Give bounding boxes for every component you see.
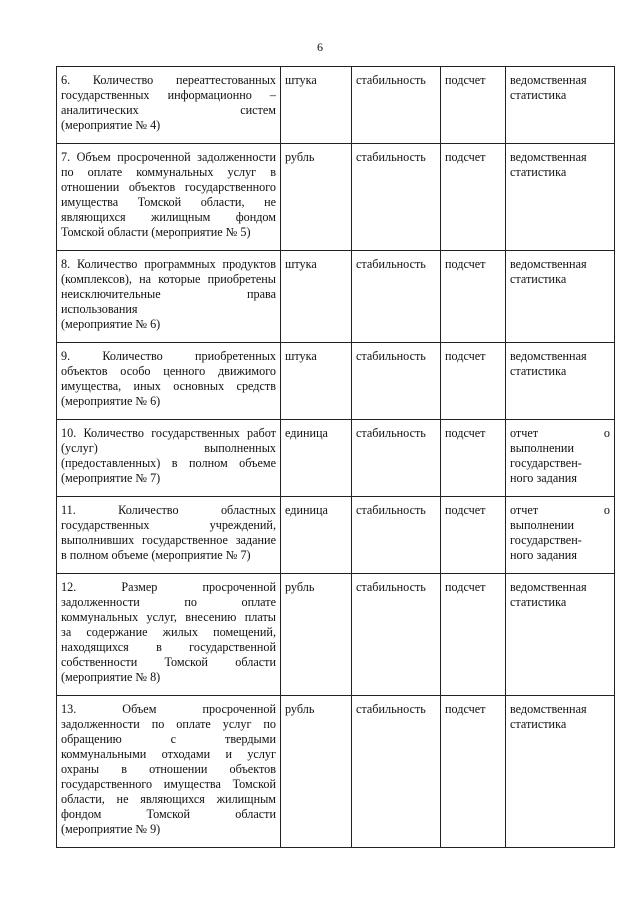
indicator-name-line: коммунальных услуг, внесению платы xyxy=(61,610,276,624)
indicator-name-line: (мероприятие № 6) xyxy=(61,317,161,331)
indicator-name-cell xyxy=(57,420,281,497)
indicator-name-line: (услуг) выполненных xyxy=(61,441,276,455)
method-cell: подсчет xyxy=(441,696,506,848)
indicator-name-cell xyxy=(57,343,281,420)
unit-cell: штука xyxy=(281,251,352,343)
trend-cell: стабильность xyxy=(352,144,441,251)
data-source-line: ведомственная xyxy=(510,702,587,716)
data-source-cell xyxy=(506,67,615,144)
data-source-line: выполнении xyxy=(510,518,574,532)
indicator-name-line: 8. Количество программных продуктов xyxy=(61,257,276,271)
data-source-line: ведомственная xyxy=(510,349,587,363)
indicator-name-line: коммунальными отходами и услуг xyxy=(61,747,276,761)
indicator-name-line: обращению с твердыми xyxy=(61,732,276,746)
method-cell: подсчет xyxy=(441,574,506,696)
indicator-name-line: находящихся в государственной xyxy=(61,640,276,654)
indicator-name-line: за содержание жилых помещений, xyxy=(61,625,276,639)
data-source-cell xyxy=(506,343,615,420)
method-cell: подсчет xyxy=(441,343,506,420)
unit-cell: штука xyxy=(281,67,352,144)
unit-cell: рубль xyxy=(281,696,352,848)
indicator-name-line: (предоставленных) в полном объеме xyxy=(61,456,276,470)
table-row xyxy=(57,574,615,696)
data-source-line: ведомственная xyxy=(510,257,587,271)
indicator-name-line: 13. Объем просроченной xyxy=(61,702,276,716)
indicator-name-line: объектов особо ценного движимого xyxy=(61,364,276,378)
indicators-table xyxy=(56,66,615,848)
data-source-line: статистика xyxy=(510,717,567,731)
indicator-name-line: государственных информационно – xyxy=(61,88,276,102)
data-source-line: ведомственная xyxy=(510,150,587,164)
data-source-line: выполнении xyxy=(510,441,574,455)
table-row xyxy=(57,497,615,574)
indicator-name-line: (комплексов), на которые приобретены xyxy=(61,272,276,286)
data-source-cell xyxy=(506,696,615,848)
data-source-line: ведомственная xyxy=(510,580,587,594)
table-row xyxy=(57,144,615,251)
indicator-name-line: (мероприятие № 8) xyxy=(61,670,161,684)
data-source-line: государствен- xyxy=(510,533,582,547)
data-source-line: ного задания xyxy=(510,548,577,562)
trend-cell: стабильность xyxy=(352,696,441,848)
indicator-name-line: неисключительные права xyxy=(61,287,276,301)
indicator-name-line: (мероприятие № 9) xyxy=(61,822,161,836)
trend-cell: стабильность xyxy=(352,67,441,144)
trend-cell: стабильность xyxy=(352,497,441,574)
table-row xyxy=(57,420,615,497)
trend-cell: стабильность xyxy=(352,251,441,343)
indicator-name-line: являющихся жилищным фондом xyxy=(61,210,276,224)
table-row xyxy=(57,67,615,144)
indicator-name-line: использования xyxy=(61,302,138,316)
indicator-name-line: (мероприятие № 6) xyxy=(61,394,161,408)
data-source-line: государствен- xyxy=(510,456,582,470)
indicators-table-body xyxy=(57,67,615,848)
trend-cell: стабильность xyxy=(352,420,441,497)
table-row xyxy=(57,251,615,343)
indicator-name-line: 12. Размер просроченной xyxy=(61,580,276,594)
indicator-name-line: по оплате коммунальных услуг в xyxy=(61,165,276,179)
indicator-name-line: (мероприятие № 7) xyxy=(61,471,161,485)
indicator-name-cell xyxy=(57,144,281,251)
indicator-name-cell xyxy=(57,67,281,144)
data-source-cell xyxy=(506,420,615,497)
data-source-line: отчет о xyxy=(510,503,610,517)
data-source-line: отчет о xyxy=(510,426,610,440)
indicator-name-line: 10. Количество государственных работ xyxy=(61,426,276,440)
method-cell: подсчет xyxy=(441,420,506,497)
indicator-name-line: государственных учреждений, xyxy=(61,518,276,532)
indicator-name-line: 7. Объем просроченной задолженности xyxy=(61,150,276,164)
data-source-line: статистика xyxy=(510,364,567,378)
method-cell: подсчет xyxy=(441,251,506,343)
indicator-name-line: задолженности по оплате xyxy=(61,595,276,609)
indicator-name-cell xyxy=(57,574,281,696)
indicator-name-line: собственности Томской области xyxy=(61,655,276,669)
indicator-name-line: фондом Томской области xyxy=(61,807,276,821)
data-source-cell xyxy=(506,574,615,696)
data-source-line: ведомственная xyxy=(510,73,587,87)
unit-cell: единица xyxy=(281,420,352,497)
data-source-line: статистика xyxy=(510,165,567,179)
trend-cell: стабильность xyxy=(352,574,441,696)
unit-cell: единица xyxy=(281,497,352,574)
indicator-name-line: имущества, иных основных средств xyxy=(61,379,276,393)
table-row xyxy=(57,696,615,848)
indicator-name-line: (мероприятие № 4) xyxy=(61,118,161,132)
indicator-name-line: государственного имущества Томской xyxy=(61,777,276,791)
data-source-line: статистика xyxy=(510,88,567,102)
indicator-name-line: 11. Количество областных xyxy=(61,503,276,517)
unit-cell: рубль xyxy=(281,144,352,251)
indicator-name-cell xyxy=(57,497,281,574)
indicator-name-line: выполнивших государственное задание xyxy=(61,533,276,547)
page-number: 6 xyxy=(317,40,323,54)
indicator-name-line: задолженности по оплате услуг по xyxy=(61,717,276,731)
method-cell: подсчет xyxy=(441,144,506,251)
indicator-name-line: Томской области (мероприятие № 5) xyxy=(61,225,251,239)
indicator-name-line: в полном объеме (мероприятие № 7) xyxy=(61,548,251,562)
indicator-name-line: области, не являющихся жилищным xyxy=(61,792,276,806)
indicator-name-line: 6. Количество переаттестованных xyxy=(61,73,276,87)
indicator-name-line: отношении объектов государственного xyxy=(61,180,276,194)
indicator-name-line: 9. Количество приобретенных xyxy=(61,349,276,363)
data-source-cell xyxy=(506,144,615,251)
indicator-name-cell xyxy=(57,251,281,343)
indicator-name-line: аналитических систем xyxy=(61,103,276,117)
indicator-name-cell xyxy=(57,696,281,848)
unit-cell: штука xyxy=(281,343,352,420)
data-source-cell xyxy=(506,251,615,343)
method-cell: подсчет xyxy=(441,67,506,144)
unit-cell: рубль xyxy=(281,574,352,696)
indicator-name-line: охраны в отношении объектов xyxy=(61,762,276,776)
method-cell: подсчет xyxy=(441,497,506,574)
data-source-cell xyxy=(506,497,615,574)
data-source-line: статистика xyxy=(510,272,567,286)
data-source-line: статистика xyxy=(510,595,567,609)
trend-cell: стабильность xyxy=(352,343,441,420)
table-row xyxy=(57,343,615,420)
data-source-line: ного задания xyxy=(510,471,577,485)
indicator-name-line: имущества Томской области, не xyxy=(61,195,276,209)
